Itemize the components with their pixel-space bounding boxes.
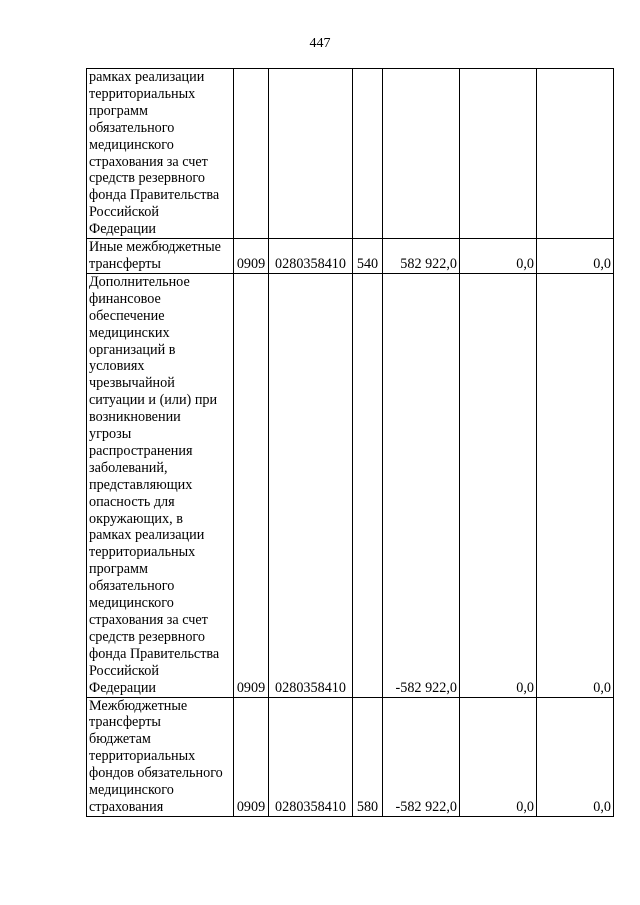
row-name-cell: Иные межбюджетные трансферты (87, 239, 234, 274)
section-code-cell: 0909 (234, 697, 269, 816)
expense-type-cell (353, 273, 383, 697)
amount-cell-2: 0,0 (460, 273, 537, 697)
target-code-cell: 0280358410 (269, 273, 353, 697)
amount-cell-3 (537, 69, 614, 239)
section-code-cell: 0909 (234, 273, 269, 697)
amount-cell-1 (383, 69, 460, 239)
amount-cell-1: -582 922,0 (383, 273, 460, 697)
table-row (87, 697, 614, 816)
row-name-cell: рамках реализации территориальных программ обязательного медицинского страхования за счет средств резервного фонда Правительства Российской Федерации (87, 69, 234, 239)
expense-type-cell (353, 69, 383, 239)
target-code-cell: 0280358410 (269, 697, 353, 816)
table-row (87, 69, 614, 239)
row-name-cell: Дополнительное финансовое обеспечение медицинских организаций в условиях чрезвычайной ситуации и (или) при возникновении угрозы распространения заболеваний, представляющих опасность для окружающих, в рамках реализации территориальных программ обязательного медицинского страхования за счет средств резервного фонда Правительства Российской Федерации (87, 273, 234, 697)
page-number: 447 (309, 36, 331, 51)
amount-cell-1: -582 922,0 (383, 697, 460, 816)
section-code-cell (234, 69, 269, 239)
row-name-cell: Межбюджетные трансферты бюджетам территориальных фондов обязательного медицинского страхования (87, 697, 234, 816)
target-code-cell: 0280358410 (269, 239, 353, 274)
expense-type-cell: 540 (353, 239, 383, 274)
amount-cell-1: 582 922,0 (383, 239, 460, 274)
amount-cell-2: 0,0 (460, 697, 537, 816)
amount-cell-2: 0,0 (460, 239, 537, 274)
budget-table (86, 68, 614, 817)
amount-cell-3: 0,0 (537, 273, 614, 697)
table-row (87, 273, 614, 697)
table-row (87, 239, 614, 274)
amount-cell-3: 0,0 (537, 697, 614, 816)
section-code-cell: 0909 (234, 239, 269, 274)
target-code-cell (269, 69, 353, 239)
amount-cell-3: 0,0 (537, 239, 614, 274)
expense-type-cell: 580 (353, 697, 383, 816)
amount-cell-2 (460, 69, 537, 239)
